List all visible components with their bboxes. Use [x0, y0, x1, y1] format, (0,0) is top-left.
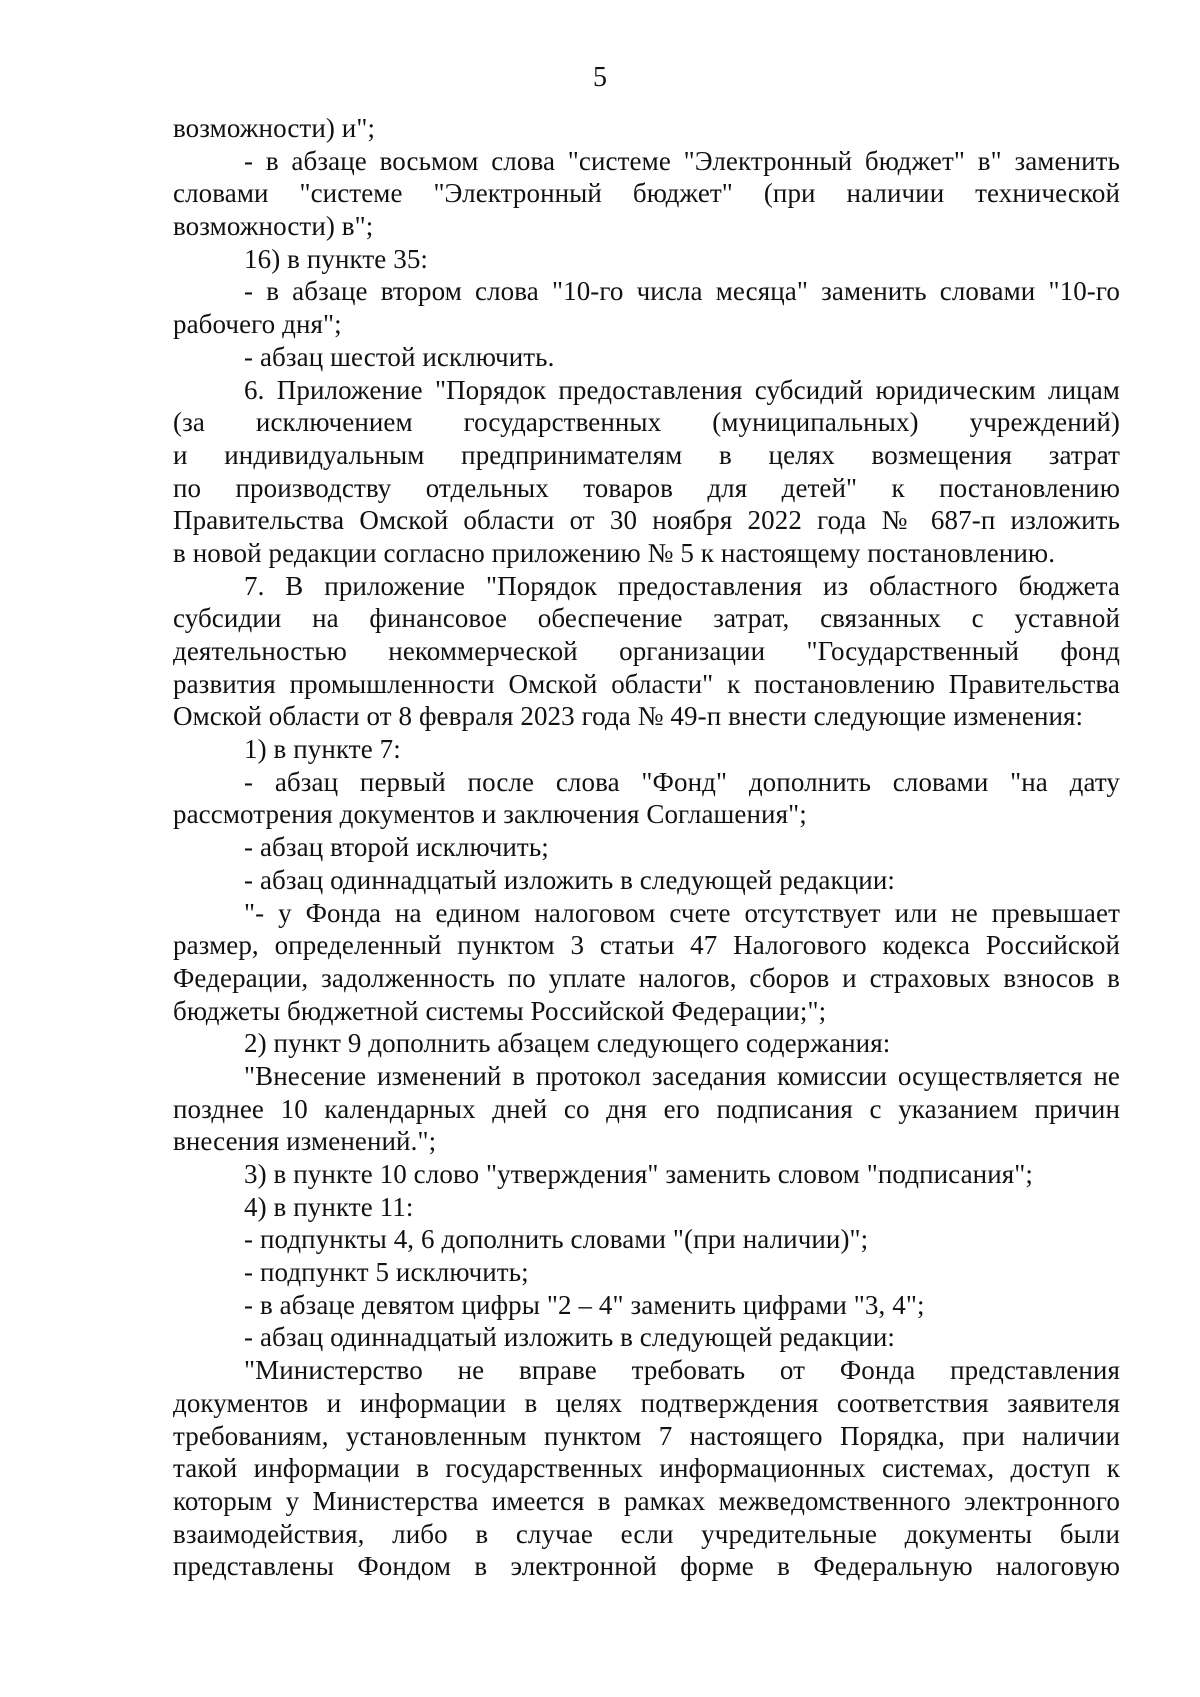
text-line: - абзац первый после слова "Фонд" дополнить словами "на дату: [244, 766, 1120, 797]
text-line: Федерации, задолженность по уплате налогов, сборов и страховых взносов в: [173, 962, 1120, 993]
text-line: словами "системе "Электронный бюджет" (при наличии технической: [173, 178, 1120, 209]
text-line: в новой редакции согласно приложению № 5 к настоящему постановлению.: [173, 537, 1056, 568]
text-line: - абзац одиннадцатый изложить в следующей редакции:: [244, 864, 895, 895]
text-line: по производству отдельных товаров для детей" к постановлению: [173, 472, 1120, 503]
text-line: - в абзаце втором слова "10-го числа месяца" заменить словами "10-го: [244, 276, 1120, 307]
text-line: субсидии на финансовое обеспечение затрат, связанных с уставной: [173, 603, 1120, 634]
text-line: 16) в пункте 35:: [244, 243, 429, 274]
text-line: рабочего дня";: [173, 309, 342, 340]
text-line: - абзац одиннадцатый изложить в следующей редакции:: [244, 1322, 895, 1353]
text-line: - в абзаце девятом цифры "2 – 4" заменить цифрами "3, 4";: [244, 1289, 925, 1320]
text-line: размер, определенный пунктом 3 статьи 47 Налогового кодекса Российской: [173, 930, 1120, 961]
text-line: бюджеты бюджетной системы Российской Федерации;";: [173, 995, 827, 1026]
text-line: 3) в пункте 10 слово "утверждения" заменить словом "подписания";: [244, 1159, 1034, 1189]
text-line: 2) пункт 9 дополнить абзацем следующего содержания:: [244, 1028, 891, 1059]
text-line: "Внесение изменений в протокол заседания комиссии осуществляется не: [244, 1060, 1120, 1091]
text-line: - абзац шестой исключить.: [244, 341, 555, 372]
text-line: "- у Фонда на едином налоговом счете отсутствует или не превышает: [244, 897, 1120, 928]
text-line: 7. В приложение "Порядок предоставления из областного бюджета: [244, 570, 1120, 601]
text-line: 6. Приложение "Порядок предоставления субсидий юридическим лицам: [244, 374, 1120, 405]
text-line: представлены Фондом в электронной форме в Федеральную налоговую: [173, 1551, 1120, 1582]
text-line: Правительства Омской области от 30 ноября 2022 года № 687-п изложить: [173, 505, 1120, 536]
text-line: взаимодействия, либо в случае если учредительные документы были: [173, 1518, 1120, 1549]
text-line: требованиям, установленным пунктом 7 настоящего Порядка, при наличии: [173, 1420, 1120, 1451]
text-line: - подпункты 4, 6 дополнить словами "(при наличии)";: [244, 1224, 869, 1255]
document-body: [173, 112, 1120, 1583]
text-line: которым у Министерства имеется в рамках межведомственного электронного: [173, 1485, 1120, 1516]
text-line: позднее 10 календарных дней со дня его подписания с указанием причин: [173, 1093, 1120, 1124]
page-number: 5: [593, 62, 607, 93]
text-line: документов и информации в целях подтверждения соответствия заявителя: [173, 1387, 1120, 1418]
text-line: и индивидуальным предпринимателям в целях возмещения затрат: [173, 439, 1120, 470]
text-line: внесения изменений.";: [173, 1126, 437, 1157]
text-line: - в абзаце восьмом слова "системе "Электронный бюджет" в" заменить: [244, 145, 1120, 176]
text-line: развития промышленности Омской области" к постановлению Правительства: [173, 668, 1120, 699]
text-line: деятельностью некоммерческой организации "Государственный фонд: [173, 636, 1120, 666]
text-line: рассмотрения документов и заключения Соглашения";: [173, 799, 807, 830]
text-line: возможности) в";: [173, 211, 374, 242]
text-line: - подпункт 5 исключить;: [244, 1257, 529, 1288]
text-line: возможности) и";: [173, 113, 376, 143]
text-line: (за исключением государственных (муниципальных) учреждений): [173, 407, 1120, 438]
text-line: Омской области от 8 февраля 2023 года № 49-п внести следующие изменения:: [173, 701, 1084, 732]
text-line: 1) в пункте 7:: [244, 734, 401, 765]
text-line: "Министерство не вправе требовать от Фонда представления: [244, 1355, 1120, 1386]
text-line: такой информации в государственных информационных системах, доступ к: [173, 1453, 1120, 1484]
text-line: 4) в пункте 11:: [244, 1191, 414, 1222]
text-line: - абзац второй исключить;: [244, 832, 549, 863]
